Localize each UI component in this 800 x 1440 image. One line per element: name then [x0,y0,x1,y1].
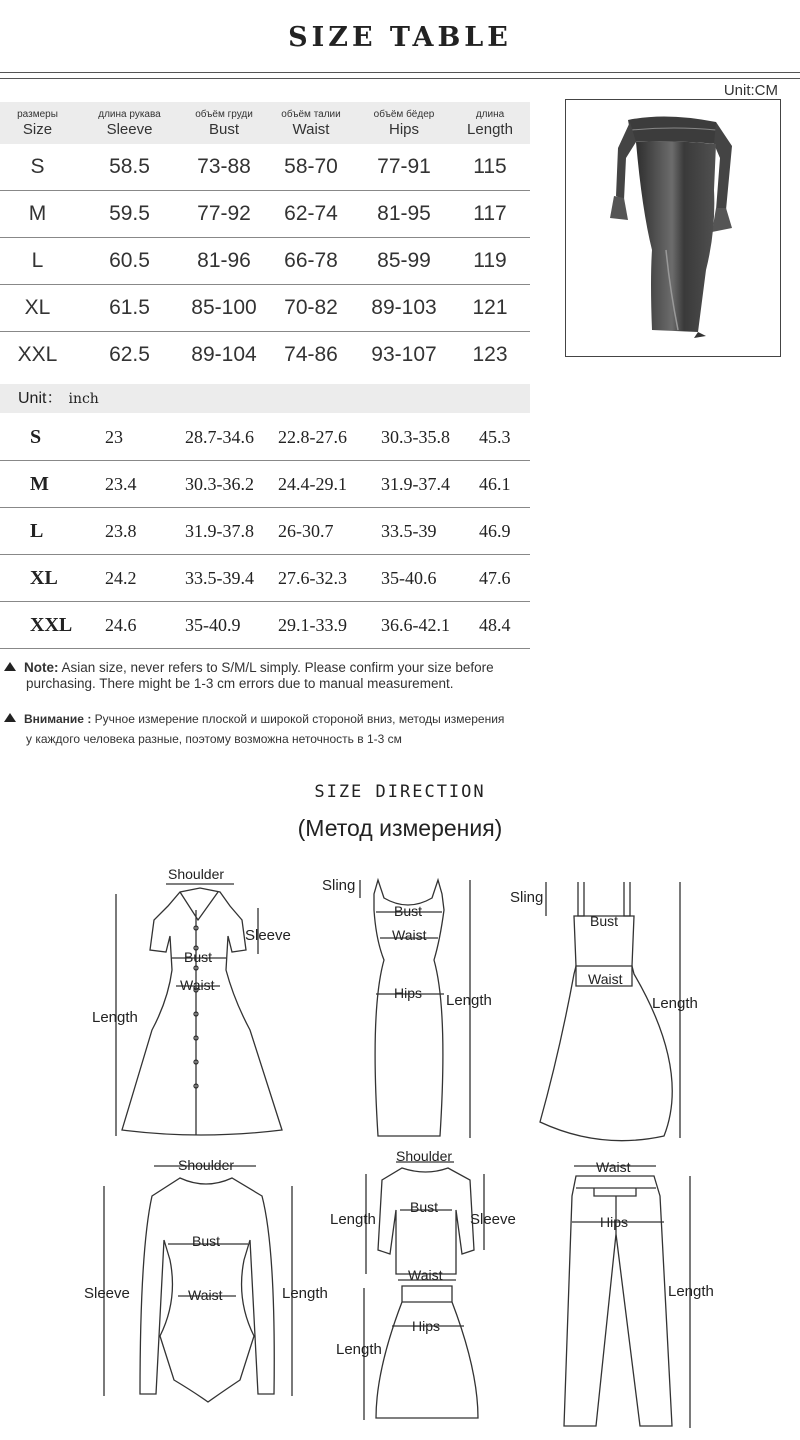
diagram-label: Sling [322,877,356,894]
note-english [4,660,494,692]
unit-inch-value: inch [68,391,99,407]
warning-triangle-icon [4,713,16,722]
table-cell: S [0,144,75,191]
table-cell: 62-74 [264,191,358,238]
table-cell: 89-104 [191,343,257,366]
diagram-label: Sleeve [470,1211,516,1228]
table-cell: 36.6-42.1 [381,602,479,649]
table-cell: XL [0,285,75,332]
size-table-cm [0,102,530,378]
header-bust: объём груди Bust [184,102,264,144]
table-cell: 89-103 [358,285,450,332]
header-hips: объём бёдер Hips [358,102,450,144]
diagram-label: Waist [392,927,427,943]
unit-inch-bar [0,384,530,413]
table-cell: 93-107 [371,343,437,366]
table-cell: XXL [0,602,105,649]
table-cell: 24.6 [105,602,185,649]
table-cell: 24.2 [105,555,185,602]
diagram-label: Length [282,1285,328,1302]
measurement-diagrams [0,850,800,1440]
header-waist: объём талии Waist [264,102,358,144]
table-row [0,555,530,602]
table-cell: 74-86 [284,343,338,366]
page-title: SIZE TABLE [288,22,512,53]
table-cell: L [0,508,105,555]
table-cell: 26-30.7 [278,508,381,555]
table-cell: 62.5 [109,343,150,366]
warning-triangle-icon [4,662,16,671]
title-divider-top [0,72,800,73]
table-row [0,508,530,555]
table-cell: 60.5 [75,238,184,285]
diagram-label: Waist [188,1287,223,1303]
unit-inch-label: Unit： [18,390,63,407]
diagram-label: Bust [394,903,423,919]
diagram-label: Waist [588,971,623,987]
table-cell: 61.5 [75,285,184,332]
table-cell: 33.5-39.4 [185,555,278,602]
diagram-label: Hips [600,1214,629,1230]
header-length: длина Length [450,102,530,144]
note-ru-label: Внимание : [24,712,92,726]
bodysuit-icon [104,1166,292,1402]
table-cell: 31.9-37.4 [381,461,479,508]
table-row [0,144,530,191]
table-cell: 46.9 [479,508,530,555]
header-sleeve: длина рукава Sleeve [75,102,184,144]
diagram-label: Sleeve [245,927,291,944]
diagram-label: Bust [410,1199,439,1215]
product-photo [565,99,781,357]
table-cell: 85-100 [184,285,264,332]
table-cell: 23.4 [105,461,185,508]
header-size: размеры Size [0,102,75,144]
unit-cm-label: Unit:CM [723,82,778,99]
table-cell: S [0,414,105,461]
table-row [0,414,530,461]
table-cell: 23.8 [105,508,185,555]
table-cell: 47.6 [479,555,530,602]
table-cell: 81-95 [358,191,450,238]
diagram-label: Shoulder [396,1148,453,1164]
note-text-line2: purchasing. There might be 1-3 cm errors due to manual measurement. [26,676,454,691]
note-russian [4,711,504,747]
table-cell: 35-40.9 [185,602,278,649]
table-cell: 31.9-37.8 [185,508,278,555]
table-cell: 58.5 [75,144,184,191]
table-cell: M [0,461,105,508]
diagram-label: Length [652,995,698,1012]
table-cell: 27.6-32.3 [278,555,381,602]
table-cell: 115 [450,144,530,191]
table-cell: 22.8-27.6 [278,414,381,461]
table-cell: L [0,238,75,285]
table-cell: XXL [17,343,58,366]
table-cell: 59.5 [75,191,184,238]
diagram-label: Length [446,992,492,1009]
diagram-label: Sleeve [84,1285,130,1302]
table-cell: 45.3 [479,414,530,461]
table-cell: 85-99 [358,238,450,285]
size-table-inch [0,414,530,649]
note-ru-line2: у каждого человека разные, поэтому возможна неточность в 1-3 см [26,732,402,746]
diagram-label: Bust [184,949,213,965]
table-cell: 48.4 [479,602,530,649]
note-ru-line1: Ручное измерение плоской и широкой стороной вниз, методы измерения [94,712,505,726]
diagram-label: Length [668,1283,714,1300]
diagram-label: Sling [510,889,544,906]
table-row [0,461,530,508]
diagram-label: Waist [408,1267,443,1283]
table-cell: 117 [450,191,530,238]
table-cell: 29.1-33.9 [278,602,381,649]
table-cell: 77-92 [184,191,264,238]
table-row [0,602,530,649]
table-cell: 73-88 [184,144,264,191]
table-cell: 46.1 [479,461,530,508]
table-cell: 24.4-29.1 [278,461,381,508]
table-cell: 77-91 [358,144,450,191]
table-cell: 28.7-34.6 [185,414,278,461]
size-table-header-row [0,102,530,144]
diagram-label: Bust [590,913,619,929]
diagram-label: Length [330,1211,376,1228]
size-direction-title: SIZE DIRECTION [314,782,486,802]
diagram-label: Shoulder [168,866,225,882]
diagram-label: Length [92,1009,138,1026]
table-cell: 23 [105,414,185,461]
table-row [0,191,530,238]
table-cell: M [0,191,75,238]
table-cell: 123 [472,343,508,366]
table-row [0,285,530,332]
table-cell: 30.3-35.8 [381,414,479,461]
table-cell: 66-78 [264,238,358,285]
diagram-label: Waist [596,1159,631,1175]
diagram-label: Hips [412,1318,441,1334]
title-divider-bottom [0,78,800,79]
table-row [0,332,530,379]
note-label: Note: [24,660,59,675]
diagram-label: Waist [180,977,215,993]
top-icon [366,1162,484,1274]
table-cell: 119 [450,238,530,285]
note-text-line1: Asian size, never refers to S/M/L simply. Please confirm your size before [61,660,494,675]
table-cell: 58-70 [264,144,358,191]
table-cell: 81-96 [184,238,264,285]
table-cell: 70-82 [264,285,358,332]
diagram-label: Bust [192,1233,221,1249]
shirt-dress-icon [116,884,282,1136]
table-cell: 33.5-39 [381,508,479,555]
diagram-label: Length [336,1341,382,1358]
table-row [0,238,530,285]
size-direction-subtitle: (Метод измерения) [297,815,503,841]
diagram-label: Hips [394,985,423,1001]
dress-photo-icon [566,100,780,356]
table-cell: 121 [450,285,530,332]
table-cell: 30.3-36.2 [185,461,278,508]
table-cell: 35-40.6 [381,555,479,602]
table-cell: XL [0,555,105,602]
diagram-label: Shoulder [178,1157,235,1173]
